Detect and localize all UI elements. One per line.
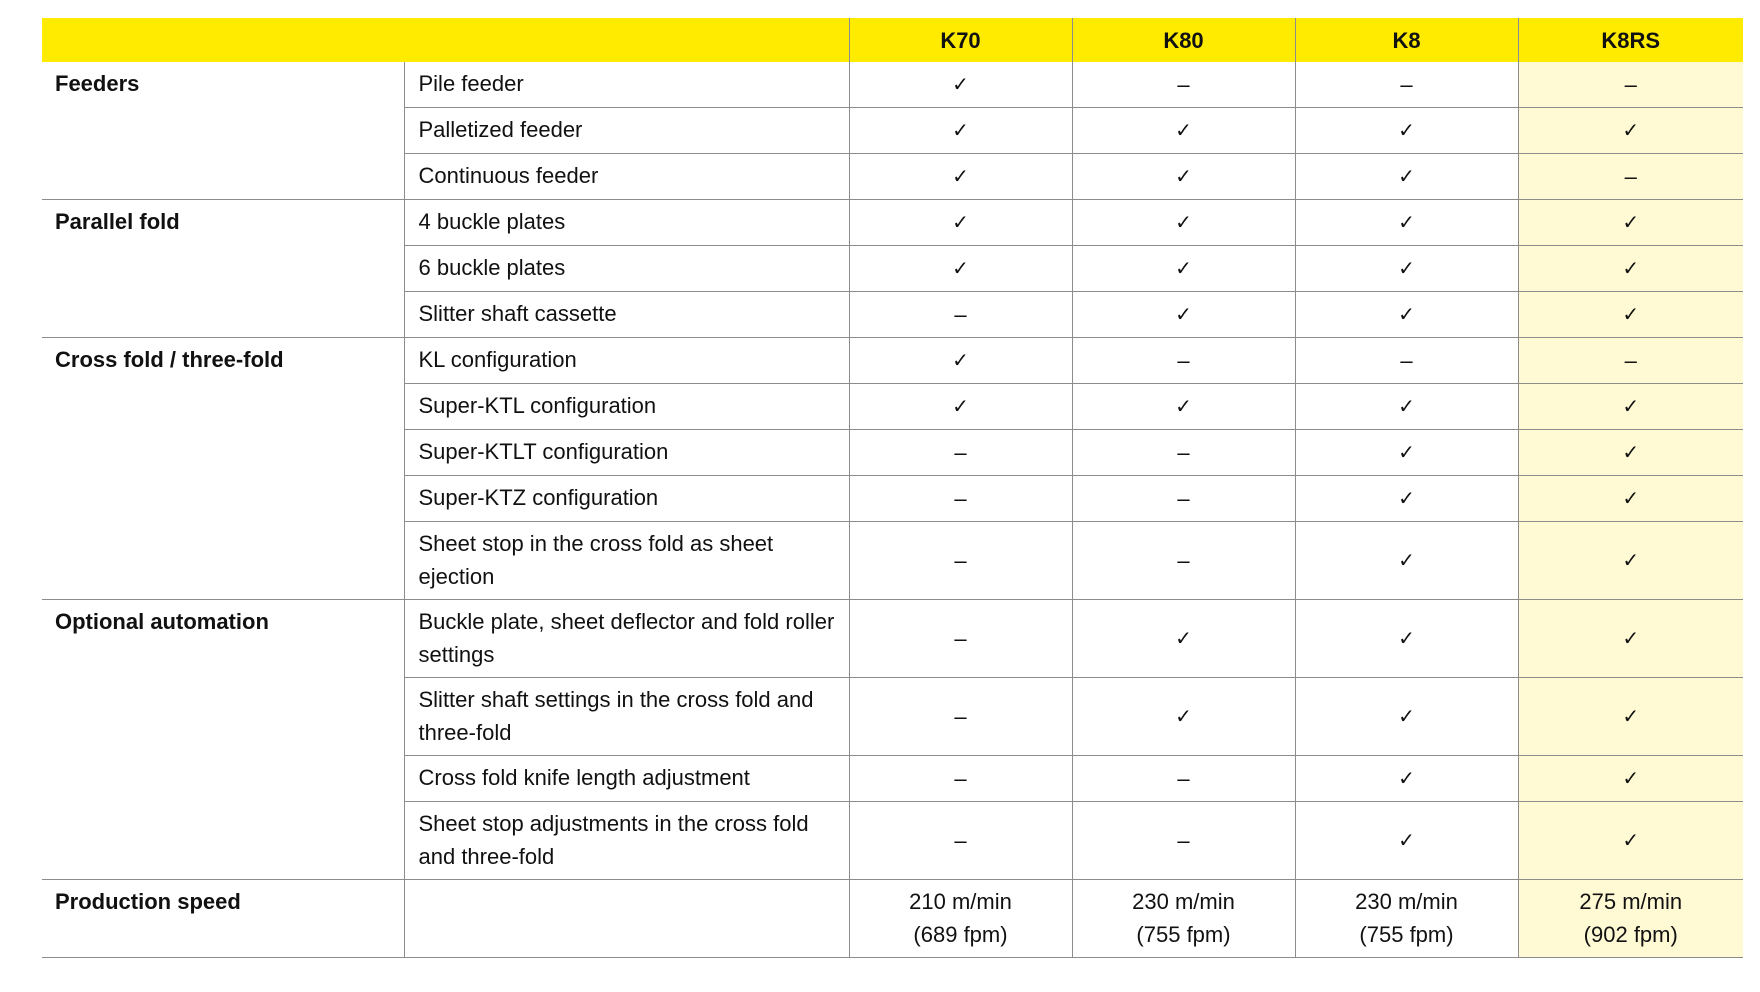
category-parallel-fold: Parallel fold (42, 200, 404, 338)
value-cell-k80 (1072, 802, 1295, 880)
value-cell-k70 (849, 476, 1072, 522)
table-body (42, 62, 1743, 958)
feature-label: Sheet stop adjustments in the cross fold and three-fold (404, 802, 849, 880)
feature-label: KL configuration (404, 338, 849, 384)
dash-icon: – (1177, 71, 1190, 97)
feature-label: Super-KTLT configuration (404, 430, 849, 476)
dash-icon: – (954, 485, 967, 511)
category-optional-automation: Optional automation (42, 600, 404, 880)
dash-icon: – (954, 547, 967, 573)
value-cell-k8rs (1518, 338, 1743, 384)
value-cell-k80 (1072, 678, 1295, 756)
dash-icon: – (1624, 347, 1637, 373)
dash-icon: – (954, 827, 967, 853)
dash-icon: – (954, 625, 967, 651)
dash-icon: – (1177, 347, 1190, 373)
checkmark-icon: ✓ (1622, 704, 1640, 728)
value-cell-k8rs (1518, 108, 1743, 154)
category-feeders: Feeders (42, 62, 404, 200)
checkmark-icon: ✓ (1175, 704, 1192, 728)
feature-label-empty (404, 880, 849, 958)
checkmark-icon: ✓ (1175, 302, 1192, 326)
value-cell-k8 (1295, 600, 1518, 678)
model-header-k70: K70 (849, 18, 1072, 62)
value-cell-k80 (1072, 62, 1295, 108)
value-cell-k80 (1072, 200, 1295, 246)
value-cell-k8rs (1518, 246, 1743, 292)
checkmark-icon: ✓ (1175, 164, 1192, 188)
dash-icon: – (954, 439, 967, 465)
value-cell-k8rs (1518, 200, 1743, 246)
checkmark-icon: ✓ (1622, 302, 1640, 326)
category-cross-fold-three-fold: Cross fold / three-fold (42, 338, 404, 600)
value-cell-k70 (849, 430, 1072, 476)
speed-cell-k8 (1295, 880, 1518, 958)
checkmark-icon: ✓ (1398, 486, 1415, 510)
checkmark-icon: ✓ (1622, 118, 1640, 142)
value-cell-k70 (849, 292, 1072, 338)
checkmark-icon: ✓ (1398, 548, 1415, 572)
model-header-k8rs: K8RS (1518, 18, 1743, 62)
checkmark-icon: ✓ (1398, 302, 1415, 326)
value-cell-k70 (849, 338, 1072, 384)
checkmark-icon: ✓ (952, 164, 969, 188)
dash-icon: – (1177, 485, 1190, 511)
value-cell-k80 (1072, 108, 1295, 154)
table-row (42, 62, 1743, 108)
feature-label: Cross fold knife length adjustment (404, 756, 849, 802)
feature-label: Buckle plate, sheet deflector and fold roller settings (404, 600, 849, 678)
value-cell-k8rs (1518, 522, 1743, 600)
value-cell-k70 (849, 200, 1072, 246)
table-row (42, 200, 1743, 246)
feature-label: Slitter shaft settings in the cross fold and three-fold (404, 678, 849, 756)
feature-label: Palletized feeder (404, 108, 849, 154)
value-cell-k80 (1072, 154, 1295, 200)
value-cell-k8rs (1518, 62, 1743, 108)
checkmark-icon: ✓ (1622, 394, 1640, 418)
checkmark-icon: ✓ (1622, 486, 1640, 510)
speed-cell-k8rs (1518, 880, 1743, 958)
header-blank-cell (42, 18, 849, 62)
value-cell-k8 (1295, 522, 1518, 600)
value-cell-k80 (1072, 384, 1295, 430)
feature-label: Continuous feeder (404, 154, 849, 200)
value-cell-k8rs (1518, 802, 1743, 880)
speed-imperial: (902 fpm) (1583, 922, 1678, 947)
value-cell-k8rs (1518, 430, 1743, 476)
checkmark-icon: ✓ (1175, 118, 1192, 142)
value-cell-k8 (1295, 476, 1518, 522)
dash-icon: – (1177, 547, 1190, 573)
checkmark-icon: ✓ (952, 348, 969, 372)
value-cell-k70 (849, 384, 1072, 430)
value-cell-k8 (1295, 200, 1518, 246)
value-cell-k80 (1072, 338, 1295, 384)
value-cell-k80 (1072, 756, 1295, 802)
speed-metric: 230 m/min (1355, 889, 1458, 914)
dash-icon: – (1177, 765, 1190, 791)
checkmark-icon: ✓ (1622, 828, 1640, 852)
value-cell-k8 (1295, 802, 1518, 880)
value-cell-k80 (1072, 292, 1295, 338)
value-cell-k80 (1072, 522, 1295, 600)
table-header (42, 18, 1743, 62)
value-cell-k80 (1072, 476, 1295, 522)
checkmark-icon: ✓ (1175, 256, 1192, 280)
value-cell-k8 (1295, 430, 1518, 476)
model-header-k8: K8 (1295, 18, 1518, 62)
value-cell-k8 (1295, 62, 1518, 108)
checkmark-icon: ✓ (1398, 440, 1415, 464)
checkmark-icon: ✓ (1622, 210, 1640, 234)
value-cell-k8rs (1518, 384, 1743, 430)
feature-label: Super-KTZ configuration (404, 476, 849, 522)
speed-cell-k70 (849, 880, 1072, 958)
checkmark-icon: ✓ (1398, 118, 1415, 142)
value-cell-k8 (1295, 384, 1518, 430)
checkmark-icon: ✓ (952, 394, 969, 418)
checkmark-icon: ✓ (952, 118, 969, 142)
value-cell-k8 (1295, 292, 1518, 338)
category-production-speed: Production speed (42, 880, 404, 958)
model-header-k80: K80 (1072, 18, 1295, 62)
value-cell-k80 (1072, 600, 1295, 678)
checkmark-icon: ✓ (1398, 164, 1415, 188)
value-cell-k80 (1072, 246, 1295, 292)
value-cell-k8 (1295, 338, 1518, 384)
checkmark-icon: ✓ (1398, 704, 1415, 728)
checkmark-icon: ✓ (1398, 210, 1415, 234)
dash-icon: – (954, 703, 967, 729)
checkmark-icon: ✓ (1622, 548, 1640, 572)
value-cell-k70 (849, 802, 1072, 880)
checkmark-icon: ✓ (952, 210, 969, 234)
table-row (42, 600, 1743, 678)
value-cell-k8rs (1518, 292, 1743, 338)
value-cell-k8 (1295, 678, 1518, 756)
comparison-table (42, 18, 1743, 958)
speed-imperial: (755 fpm) (1136, 922, 1231, 947)
feature-label: Slitter shaft cassette (404, 292, 849, 338)
checkmark-icon: ✓ (952, 256, 969, 280)
checkmark-icon: ✓ (1622, 626, 1640, 650)
value-cell-k70 (849, 62, 1072, 108)
table-row (42, 338, 1743, 384)
dash-icon: – (1624, 71, 1637, 97)
value-cell-k8rs (1518, 756, 1743, 802)
dash-icon: – (1400, 347, 1413, 373)
checkmark-icon: ✓ (952, 72, 969, 96)
feature-label: Pile feeder (404, 62, 849, 108)
feature-label: Super-KTL configuration (404, 384, 849, 430)
checkmark-icon: ✓ (1622, 766, 1640, 790)
dash-icon: – (1177, 827, 1190, 853)
feature-label: Sheet stop in the cross fold as sheet ejection (404, 522, 849, 600)
checkmark-icon: ✓ (1398, 828, 1415, 852)
speed-imperial: (689 fpm) (913, 922, 1008, 947)
checkmark-icon: ✓ (1622, 256, 1640, 280)
dash-icon: – (1400, 71, 1413, 97)
header-row (42, 18, 1743, 62)
dash-icon: – (1177, 439, 1190, 465)
value-cell-k70 (849, 756, 1072, 802)
checkmark-icon: ✓ (1622, 440, 1640, 464)
value-cell-k8rs (1518, 154, 1743, 200)
feature-label: 4 buckle plates (404, 200, 849, 246)
dash-icon: – (954, 765, 967, 791)
value-cell-k8rs (1518, 678, 1743, 756)
checkmark-icon: ✓ (1175, 394, 1192, 418)
speed-cell-k80 (1072, 880, 1295, 958)
checkmark-icon: ✓ (1175, 210, 1192, 234)
checkmark-icon: ✓ (1398, 256, 1415, 280)
value-cell-k70 (849, 108, 1072, 154)
value-cell-k70 (849, 600, 1072, 678)
speed-metric: 275 m/min (1579, 889, 1683, 914)
value-cell-k8 (1295, 246, 1518, 292)
value-cell-k8 (1295, 756, 1518, 802)
feature-label: 6 buckle plates (404, 246, 849, 292)
value-cell-k70 (849, 678, 1072, 756)
checkmark-icon: ✓ (1398, 394, 1415, 418)
speed-imperial: (755 fpm) (1359, 922, 1454, 947)
speed-metric: 210 m/min (909, 889, 1012, 914)
dash-icon: – (954, 301, 967, 327)
checkmark-icon: ✓ (1398, 626, 1415, 650)
value-cell-k70 (849, 154, 1072, 200)
value-cell-k70 (849, 522, 1072, 600)
checkmark-icon: ✓ (1175, 626, 1192, 650)
dash-icon: – (1624, 163, 1637, 189)
value-cell-k70 (849, 246, 1072, 292)
production-speed-row (42, 880, 1743, 958)
value-cell-k8 (1295, 154, 1518, 200)
value-cell-k8 (1295, 108, 1518, 154)
checkmark-icon: ✓ (1398, 766, 1415, 790)
value-cell-k8rs (1518, 600, 1743, 678)
speed-metric: 230 m/min (1132, 889, 1235, 914)
value-cell-k8rs (1518, 476, 1743, 522)
value-cell-k80 (1072, 430, 1295, 476)
